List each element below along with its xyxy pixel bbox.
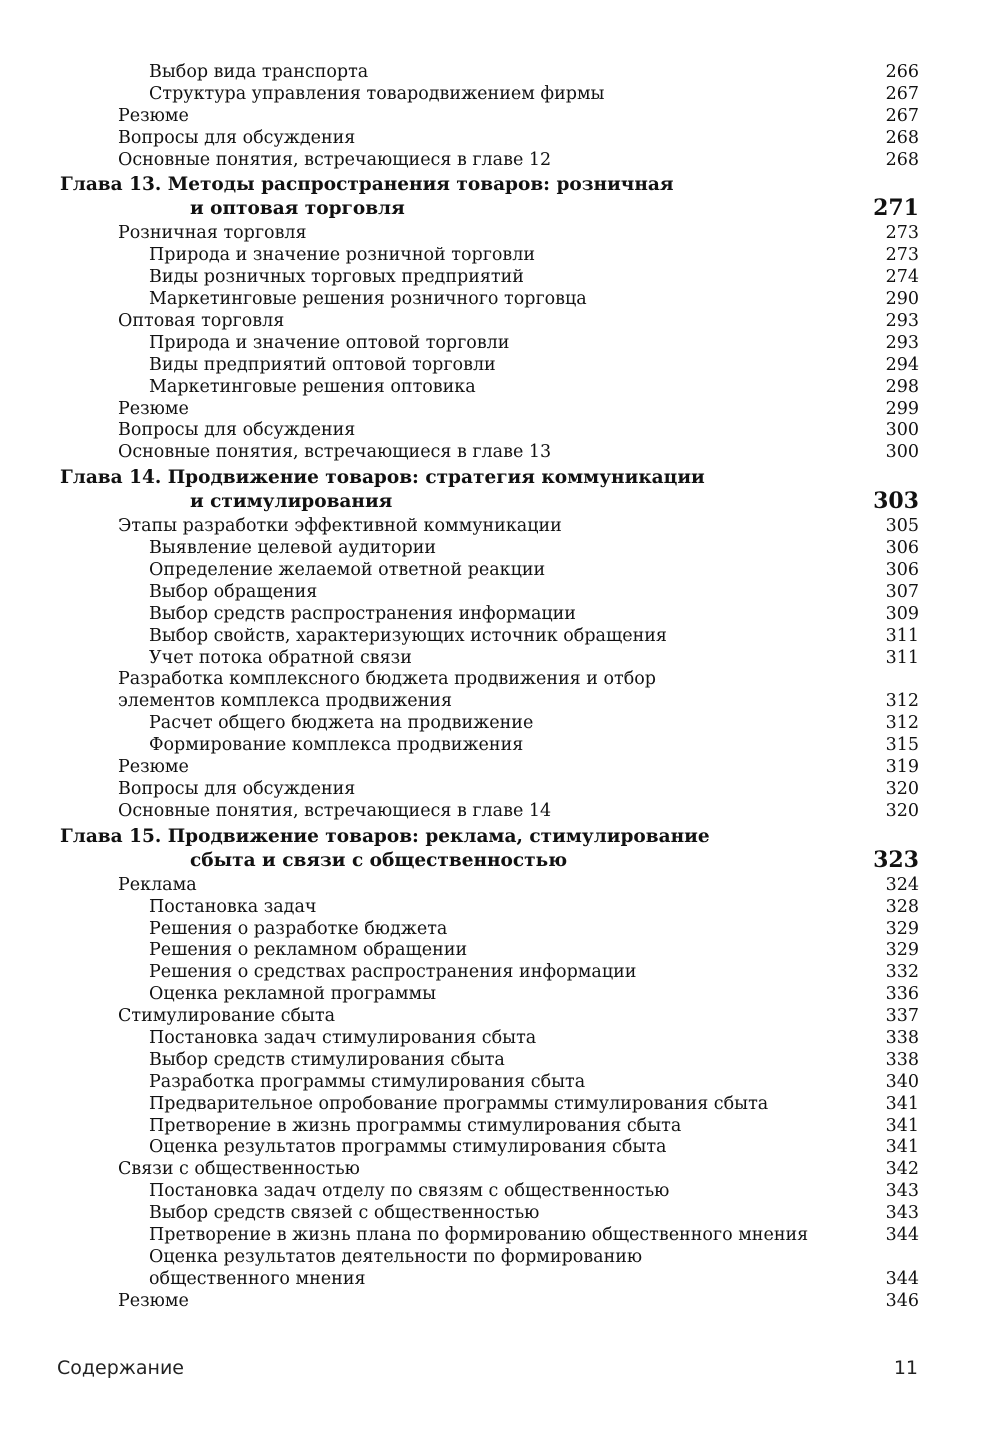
toc-entry-title: Выбор средств стимулирования сбыта <box>149 1049 505 1070</box>
toc-subsection-entry <box>0 984 1000 1006</box>
toc-subsection-entry <box>0 245 1000 267</box>
toc-entry-page: 340 <box>885 1071 919 1092</box>
toc-entry-page: 315 <box>885 735 919 756</box>
toc-entry-title: Этапы разработки эффективной коммуникации <box>118 516 562 537</box>
toc-section-entry <box>0 1291 1000 1313</box>
page-footer <box>57 1354 918 1382</box>
toc-entry-title: Разработка комплексного бюджета продвижения и отбор <box>118 669 656 690</box>
toc-entry-title: Реклама <box>118 874 197 895</box>
toc-entry-title: Предварительное опробование программы стимулирования сбыта <box>149 1093 769 1114</box>
toc-entry-title: Розничная торговля <box>118 223 307 244</box>
toc-entry-title: Виды предприятий оптовой торговли <box>149 354 496 375</box>
chapter-page-number: 323 <box>873 846 919 873</box>
toc-subsection-entry <box>0 355 1000 377</box>
table-of-contents <box>0 62 1000 1313</box>
chapter-heading <box>0 171 1000 223</box>
toc-entry-title: Претворение в жизнь плана по формированию общественного мнения <box>149 1224 809 1245</box>
toc-entry-title: Расчет общего бюджета на продвижение <box>149 713 534 734</box>
toc-section-entry <box>0 420 1000 442</box>
toc-subsection-entry <box>0 735 1000 757</box>
toc-entry-page: 309 <box>885 603 919 624</box>
toc-subsection-entry <box>0 1116 1000 1138</box>
toc-subsection-entry <box>0 1137 1000 1159</box>
toc-entry-title: Виды розничных торговых предприятий <box>149 267 524 288</box>
toc-entry-title: Резюме <box>118 1290 189 1311</box>
toc-section-entry <box>0 1006 1000 1028</box>
toc-entry-page: 336 <box>885 984 919 1005</box>
toc-entry-title: Определение желаемой ответной реакции <box>149 560 546 581</box>
toc-entry-title: Вопросы для обсуждения <box>118 420 356 441</box>
chapter-title-line1: Глава 14. Продвижение товаров: стратегия коммуникации <box>60 467 705 489</box>
toc-entry-page: 312 <box>885 713 919 734</box>
toc-entry-title: Учет потока обратной связи <box>149 647 412 668</box>
toc-entry-title: Разработка программы стимулирования сбыта <box>149 1071 586 1092</box>
toc-section-entry <box>0 150 1000 172</box>
toc-entry-page: 311 <box>885 625 919 646</box>
toc-subsection-entry <box>0 538 1000 560</box>
toc-entry-title: Структура управления товародвижением фирмы <box>149 83 605 104</box>
toc-entry-page: 332 <box>885 962 919 983</box>
toc-section-entry <box>0 311 1000 333</box>
toc-entry-title: Постановка задач отделу по связям с общественностью <box>149 1181 670 1202</box>
toc-section-entry <box>0 691 1000 713</box>
chapter-title-line2: и оптовая торговля <box>190 198 405 220</box>
toc-entry-page: 329 <box>885 918 919 939</box>
toc-subsection-entry <box>0 713 1000 735</box>
toc-subsection-entry <box>0 267 1000 289</box>
toc-entry-page: 311 <box>885 647 919 668</box>
toc-section-entry <box>0 399 1000 421</box>
toc-entry-page: 299 <box>885 398 919 419</box>
toc-subsection-entry <box>0 962 1000 984</box>
toc-entry-page: 341 <box>885 1137 919 1158</box>
toc-subsection-entry <box>0 1247 1000 1269</box>
toc-subsection-entry <box>0 377 1000 399</box>
toc-entry-title: Маркетинговые решения розничного торговца <box>149 289 587 310</box>
toc-entry-page: 273 <box>885 223 919 244</box>
toc-section-entry <box>0 516 1000 538</box>
chapter-page-number: 303 <box>873 488 919 515</box>
toc-entry-title: общественного мнения <box>149 1268 366 1289</box>
toc-subsection-entry <box>0 289 1000 311</box>
toc-entry-page: 329 <box>885 940 919 961</box>
toc-entry-page: 346 <box>885 1290 919 1311</box>
toc-entry-page: 294 <box>885 354 919 375</box>
toc-entry-title: Стимулирование сбыта <box>118 1006 336 1027</box>
toc-entry-title: Выбор обращения <box>149 581 318 602</box>
toc-entry-title: Маркетинговые решения оптовика <box>149 376 476 397</box>
toc-entry-title: Природа и значение оптовой торговли <box>149 332 510 353</box>
toc-entry-page: 307 <box>885 581 919 602</box>
toc-entry-page: 306 <box>885 560 919 581</box>
toc-section-entry <box>0 106 1000 128</box>
toc-entry-page: 341 <box>885 1093 919 1114</box>
toc-entry-page: 328 <box>885 896 919 917</box>
toc-entry-page: 320 <box>885 800 919 821</box>
toc-entry-page: 338 <box>885 1049 919 1070</box>
toc-entry-title: Выбор средств связей с общественностью <box>149 1203 540 1224</box>
toc-entry-title: Решения о средствах распространения информации <box>149 962 637 983</box>
toc-subsection-entry <box>0 1269 1000 1291</box>
toc-section-entry <box>0 669 1000 691</box>
toc-section-entry <box>0 779 1000 801</box>
chapter-heading <box>0 823 1000 875</box>
toc-entry-title: Постановка задач <box>149 896 317 917</box>
toc-section-entry <box>0 801 1000 823</box>
toc-entry-page: 341 <box>885 1115 919 1136</box>
toc-subsection-entry <box>0 626 1000 648</box>
toc-entry-title: Оценка результатов деятельности по формированию <box>149 1246 643 1267</box>
toc-entry-page: 306 <box>885 538 919 559</box>
toc-entry-page: 320 <box>885 778 919 799</box>
chapter-page-number: 271 <box>873 195 919 222</box>
toc-entry-title: Решения о рекламном обращении <box>149 940 468 961</box>
toc-entry-page: 342 <box>885 1159 919 1180</box>
toc-subsection-entry <box>0 919 1000 941</box>
toc-entry-page: 273 <box>885 245 919 266</box>
toc-entry-title: Основные понятия, встречающиеся в главе 13 <box>118 442 552 463</box>
chapter-heading <box>0 464 1000 516</box>
toc-entry-page: 338 <box>885 1027 919 1048</box>
toc-entry-title: Вопросы для обсуждения <box>118 127 356 148</box>
toc-entry-page: 337 <box>885 1006 919 1027</box>
toc-subsection-entry <box>0 648 1000 670</box>
toc-entry-page: 305 <box>885 516 919 537</box>
toc-section-entry <box>0 757 1000 779</box>
toc-entry-title: Решения о разработке бюджета <box>149 918 448 939</box>
toc-entry-title: Выбор свойств, характеризующих источник обращения <box>149 625 667 646</box>
toc-entry-page: 290 <box>885 289 919 310</box>
toc-section-entry <box>0 442 1000 464</box>
toc-section-entry <box>0 1159 1000 1181</box>
toc-entry-page: 300 <box>885 420 919 441</box>
toc-entry-page: 293 <box>885 332 919 353</box>
chapter-title-line1: Глава 15. Продвижение товаров: реклама, стимулирование <box>60 825 710 847</box>
toc-subsection-entry <box>0 582 1000 604</box>
toc-entry-page: 300 <box>885 442 919 463</box>
footer-page-number: 11 <box>893 1357 918 1379</box>
toc-entry-page: 344 <box>885 1268 919 1289</box>
toc-subsection-entry <box>0 84 1000 106</box>
toc-entry-title: Формирование комплекса продвижения <box>149 735 524 756</box>
toc-entry-title: Основные понятия, встречающиеся в главе 12 <box>118 149 552 170</box>
chapter-title-line2: сбыта и связи с общественностью <box>190 849 568 871</box>
toc-entry-title: Связи с общественностью <box>118 1159 360 1180</box>
chapter-title-line1: Глава 13. Методы распространения товаров: розничная <box>60 174 674 196</box>
toc-subsection-entry <box>0 1203 1000 1225</box>
toc-entry-page: 266 <box>885 62 919 82</box>
toc-entry-page: 319 <box>885 757 919 778</box>
toc-entry-page: 268 <box>885 149 919 170</box>
toc-subsection-entry <box>0 1094 1000 1116</box>
toc-entry-title: Основные понятия, встречающиеся в главе 14 <box>118 800 552 821</box>
toc-subsection-entry <box>0 897 1000 919</box>
toc-entry-title: Выбор средств распространения информации <box>149 603 576 624</box>
footer-section-title: Содержание <box>57 1357 184 1379</box>
toc-entry-page: 343 <box>885 1203 919 1224</box>
toc-entry-title: Оценка рекламной программы <box>149 984 436 1005</box>
toc-entry-title: Оптовая торговля <box>118 311 285 332</box>
toc-entry-title: Постановка задач стимулирования сбыта <box>149 1027 537 1048</box>
toc-entry-page: 343 <box>885 1181 919 1202</box>
toc-entry-page: 293 <box>885 311 919 332</box>
toc-entry-title: Выявление целевой аудитории <box>149 538 437 559</box>
toc-subsection-entry <box>0 333 1000 355</box>
toc-entry-page: 268 <box>885 127 919 148</box>
toc-entry-title: Резюме <box>118 757 189 778</box>
toc-subsection-entry <box>0 604 1000 626</box>
toc-entry-title: Природа и значение розничной торговли <box>149 245 536 266</box>
toc-section-entry <box>0 223 1000 245</box>
toc-subsection-entry <box>0 1028 1000 1050</box>
toc-entry-page: 267 <box>885 105 919 126</box>
toc-entry-page: 344 <box>885 1224 919 1245</box>
toc-entry-title: Претворение в жизнь программы стимулирования сбыта <box>149 1115 682 1136</box>
toc-entry-page: 267 <box>885 83 919 104</box>
chapter-title-line2: и стимулирования <box>190 491 393 513</box>
toc-entry-page: 312 <box>885 691 919 712</box>
toc-section-entry <box>0 875 1000 897</box>
toc-subsection-entry <box>0 1050 1000 1072</box>
toc-subsection-entry <box>0 62 1000 84</box>
toc-entry-title: Вопросы для обсуждения <box>118 778 356 799</box>
toc-subsection-entry <box>0 940 1000 962</box>
toc-entry-title: элементов комплекса продвижения <box>118 691 453 712</box>
toc-entry-page: 324 <box>885 874 919 895</box>
toc-subsection-entry <box>0 1072 1000 1094</box>
toc-entry-title: Резюме <box>118 398 189 419</box>
toc-subsection-entry <box>0 1225 1000 1247</box>
toc-entry-title: Резюме <box>118 105 189 126</box>
toc-section-entry <box>0 128 1000 150</box>
toc-subsection-entry <box>0 1181 1000 1203</box>
toc-subsection-entry <box>0 560 1000 582</box>
toc-entry-title: Выбор вида транспорта <box>149 62 369 82</box>
toc-entry-page: 274 <box>885 267 919 288</box>
toc-entry-page: 298 <box>885 376 919 397</box>
toc-entry-title: Оценка результатов программы стимулирования сбыта <box>149 1137 667 1158</box>
